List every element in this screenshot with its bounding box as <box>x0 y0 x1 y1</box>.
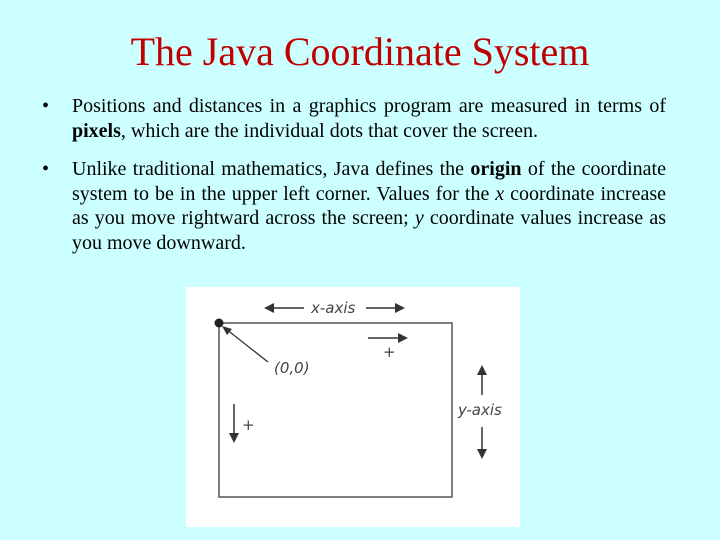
window-frame <box>219 323 452 497</box>
positive-x-arrowhead <box>398 333 408 343</box>
bullet-text-2a: Unlike traditional mathematics, Java defines the <box>72 158 471 180</box>
bullet-glyph: • <box>42 158 50 180</box>
positive-y-sign: + <box>242 416 255 434</box>
origin-label: (0,0) <box>274 359 310 377</box>
x-axis-left-arrowhead <box>264 303 274 313</box>
bullet-item-pixels <box>40 94 666 143</box>
y-axis-up-arrowhead <box>477 365 487 375</box>
x-axis-label: x-axis <box>311 299 356 317</box>
bullet-text-2d: x <box>495 182 505 205</box>
positive-x-sign: + <box>383 343 396 361</box>
x-axis-right-arrowhead <box>395 303 405 313</box>
bullet-text-1b: pixels <box>72 119 121 142</box>
bullet-text-1c: , which are the individual dots that cover the screen. <box>120 119 538 142</box>
y-axis-label: y-axis <box>458 401 502 419</box>
bullet-text-2c: of the coordinate system to be in the upper left corner. Values for the <box>72 158 666 205</box>
coordinate-diagram <box>186 287 520 527</box>
bullet-text-2f: y <box>414 207 424 229</box>
slide-title: The Java Coordinate System <box>130 29 590 74</box>
origin-pointer-arrowhead <box>222 326 232 335</box>
origin-pointer-line <box>226 329 268 362</box>
bullet-item-origin <box>40 157 666 255</box>
bullet-glyph: • <box>42 95 50 117</box>
positive-y-arrowhead <box>229 433 239 443</box>
y-axis-down-arrowhead <box>477 449 487 459</box>
bullet-text-2e: coordinate increase as you move rightward across the screen; <box>72 182 666 229</box>
bullet-text-2g: coordinate values increase as you move downward. <box>72 207 666 254</box>
bullet-text-1a: Positions and distances in a graphics program are measured in terms of <box>72 95 666 117</box>
bullet-text-2b: origin <box>470 158 522 180</box>
bullet-list <box>40 94 666 255</box>
coordinate-diagram-svg <box>186 287 520 527</box>
